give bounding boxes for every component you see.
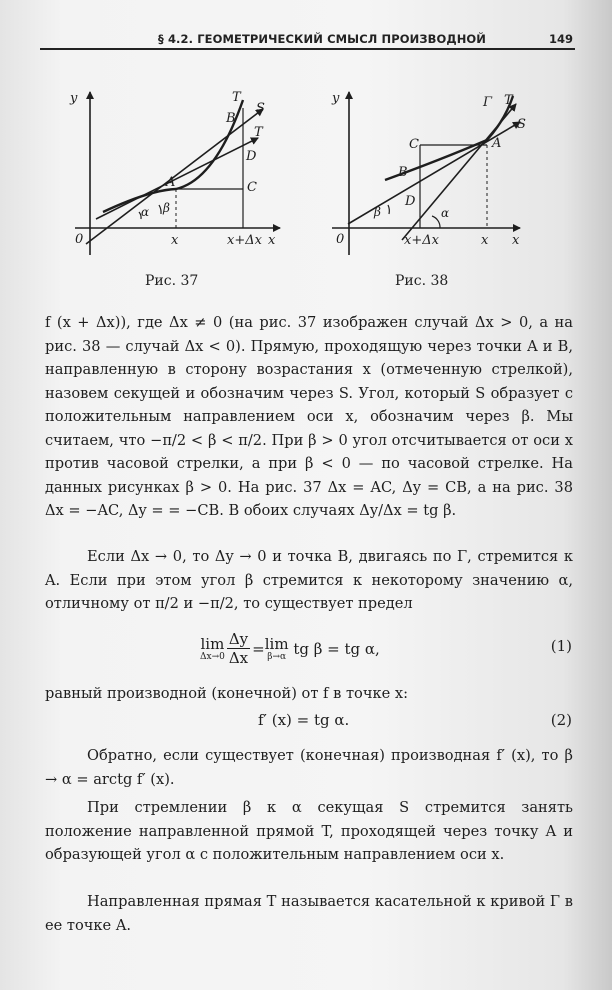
formula-2: f′ (x) = tg α. bbox=[258, 711, 350, 729]
fig38-label-y: y bbox=[332, 91, 340, 106]
paragraph-tangent-definition: Направленная прямая T называется касательной к кривой Γ в ее точке A. bbox=[45, 893, 573, 934]
fig38-label-xdx: x+Δx bbox=[404, 233, 439, 248]
caption-fig38: Рис. 38 bbox=[395, 273, 449, 289]
formula-1-number: (1) bbox=[550, 637, 572, 655]
fig38-label-G: Γ bbox=[483, 95, 493, 110]
fig38-label-B: B bbox=[398, 165, 408, 180]
figures-svg bbox=[0, 0, 612, 300]
fig37-labels bbox=[69, 90, 276, 248]
formula-1-lim2: lim β→α bbox=[264, 635, 289, 662]
fig38-label-x: x bbox=[481, 233, 489, 248]
fig38-label-T1: T bbox=[504, 93, 513, 108]
page-number: 149 bbox=[548, 32, 573, 46]
fig37-label-A: A bbox=[166, 175, 176, 190]
fig37-label-T2: T bbox=[254, 125, 263, 140]
fig37-label-S: S bbox=[256, 101, 265, 116]
fig38-label-C: C bbox=[409, 137, 419, 152]
fig37-label-xdx: x+Δx bbox=[227, 233, 262, 248]
figure-37 bbox=[75, 92, 280, 255]
paragraph-secant: f (x + Δx)), где Δx ≠ 0 (на рис. 37 изображен случай Δx > 0, а на рис. 38 — случай Δx < 0). Прямую, проходящую через точки A и B, направленную в сторону возрастания x (отмеченную стрелкой), назовем секущей и обозначим через S. Угол, который S образует с положительным направлением оси x, обозначим через β. Мы считаем, что −π/2 < β < π/2. При β > 0 угол отсчитывается от оси x против часовой стрелки, а при β < 0 — по часовой стрелке. На данных рисунках β > 0. На рис. 37 Δx = AC, Δy = CB, а на рис. 38 Δx = −AC, Δy = = −CB. В обоих случаях Δy/Δx = tg β. bbox=[45, 314, 573, 519]
fig37-label-T1: T bbox=[232, 90, 241, 105]
fig38-tangent-T bbox=[402, 104, 516, 240]
formula-2-number: (2) bbox=[550, 711, 572, 729]
fig37-tangent-T bbox=[96, 138, 258, 219]
fig37-label-x: x bbox=[171, 233, 179, 248]
fig37-label-origin: 0 bbox=[75, 232, 84, 247]
fig37-label-xaxis: x bbox=[268, 233, 276, 248]
paragraph-limit-intro: Если Δx → 0, то Δy → 0 и точка B, двигаясь по Γ, стремится к A. Если при этом угол β стремится к некоторому значению α, отличному от π/2 и −π/2, то существует предел bbox=[45, 548, 573, 612]
fig37-label-C: C bbox=[247, 180, 257, 195]
fig37-label-y: y bbox=[70, 91, 78, 106]
formula-1-lim: lim Δx→0 bbox=[200, 635, 225, 662]
fig38-label-S: S bbox=[517, 117, 526, 132]
fig38-label-D: D bbox=[405, 194, 416, 209]
fig37-label-B: B bbox=[226, 111, 236, 126]
figure-38 bbox=[332, 92, 520, 255]
paragraph-converse: Обратно, если существует (конечная) производная f′ (x), то β → α = arctg f′ (x). bbox=[45, 747, 573, 788]
fig37-label-D: D bbox=[246, 149, 257, 164]
header-title: § 4.2. ГЕОМЕТРИЧЕСКИЙ СМЫСЛ ПРОИЗВОДНОЙ bbox=[158, 32, 487, 46]
formula-1: lim Δx→0 $\frac{\Delta y}{\Delta x}$ =lim β→α tg β = tg α, bbox=[200, 630, 380, 667]
fig38-label-xaxis: x bbox=[512, 233, 520, 248]
fig38-label-origin: 0 bbox=[336, 232, 345, 247]
fig38-labels bbox=[331, 91, 526, 248]
formula-1-fraction: $\frac{\Delta y}{\Delta x}$ bbox=[228, 630, 249, 667]
fig37-label-beta: β bbox=[163, 201, 170, 215]
paragraph-tangent-limit: При стремлении β к α секущая S стремится занять положение направленной прямой T, проходящей через точку A и образующей угол α с положительным направлением оси x. bbox=[45, 799, 573, 863]
fig38-label-alpha: α bbox=[441, 206, 450, 220]
fig38-alpha-arc bbox=[432, 216, 440, 228]
fig37-label-alpha: α bbox=[141, 205, 150, 219]
paragraph-derivative: равный производной (конечной) от f в точке x: bbox=[45, 685, 409, 702]
fig37-beta-arc bbox=[159, 205, 161, 214]
caption-fig37: Рис. 37 bbox=[145, 273, 199, 289]
fig38-label-beta: β bbox=[374, 205, 381, 219]
fig38-label-A: A bbox=[492, 136, 502, 151]
fig38-beta-arc bbox=[388, 205, 389, 214]
